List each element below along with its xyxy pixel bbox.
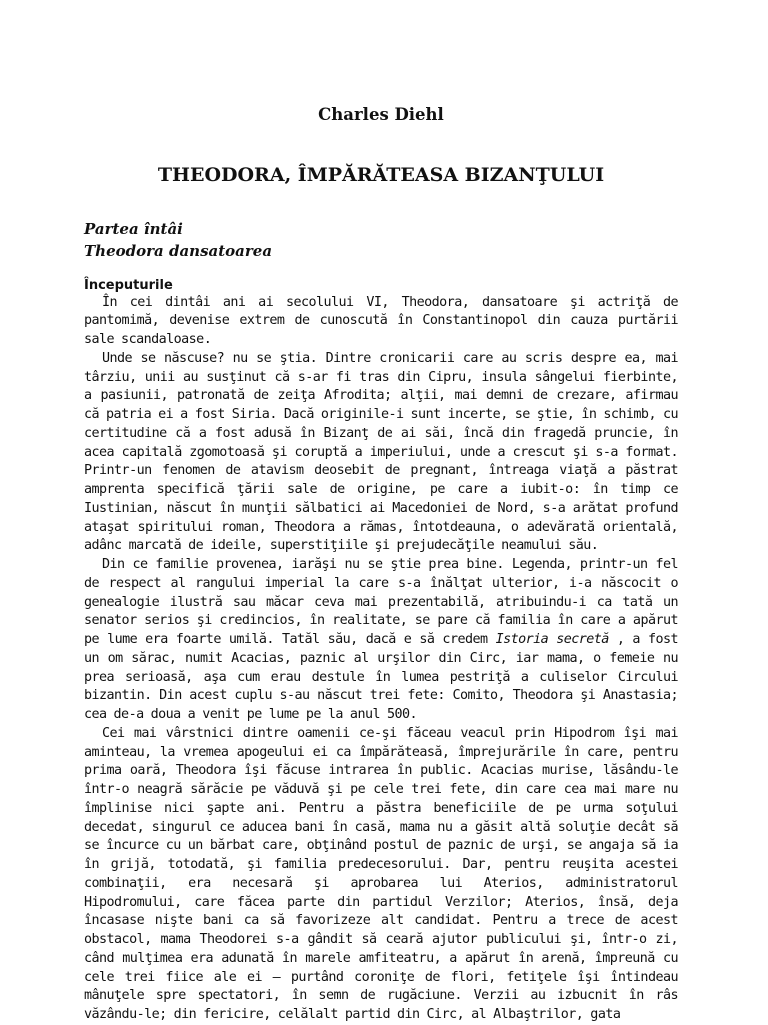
part-label: Partea întâi	[84, 220, 183, 238]
cited-work-title: Istoria secretă	[495, 632, 609, 647]
paragraph-text: Din ce familie provenea, iarăşi nu se ştie prea bine. Legenda, printr-un fel de respect al rangului imperial la care s-a înălţat ulterior, i-a născocit o genealogie ilustră sau măcar ceva mai prezentabilă, atribuindu-i ca tată un senator serios şi credincios, în realitate, se pare că familia în care a apărut pe lume era foarte umilă. Tatăl său, dacă e să credem	[84, 557, 678, 647]
paragraph-text: , a fost un om sărac, numit Acacias, paznic al urşilor din Circ, iar mama, o femeie nu prea serioasă, aşa cum erau destule în lumea pestriţă a culiselor Circului bizantin. Din acest cuplu s-au născut trei fete: Comito, Theodora şi Anastasia; cea de-a doua a venit pe lume pe la anul 500.	[84, 632, 679, 722]
paragraph: În cei dintâi ani ai secolului VI, Theodora, dansatoare şi actriţă de pantomimă, devenise extrem de cunoscută în Constantinopol din cauza purtării sale scandaloase.	[84, 294, 678, 347]
paragraph: Cei mai vârstnici dintre oamenii ce-şi făceau veacul prin Hipodrom îşi mai aminteau, la vremea apogeului ei ca împărăteasă, împrejurările în care, pentru prima oară, Theodora îşi făcuse intrarea în public. Acacias murise, lăsându-le într-o neagră sărăcie pe văduvă şi pe cele trei fete, din care cea mai mare nu împlinise nici şapte ani. Pentru a păstra beneficiile de pe urma soţului decedat, singurul ce aducea bani în casă, mama nu a găsit altă soluţie decât să se încurce cu un bărbat care, obţinând postul de paznic de urşi, se angaja să ia în grijă, totodată, şi familia predecesorului. Dar, pentru reuşita acestei combinaţii, era necesară şi aprobarea lui Aterios, administratorul Hipodromului, care făcea parte din partidul Verzilor; Aterios, însă, deja încasase nişte bani ca să favorizeze alt candidat. Pentru a trece de acest obstacol, mama Theodorei s-a gândit să ceară ajutor publicului şi, într-o zi, când mulţimea era adunată în marele amfiteatru, a apărut în arenă, împreună cu cele trei fiice ale ei — purtând coroniţe de flori, fetiţele îşi întindeau mânuţele spre spectatori, în semn de rugăciune. Verzii au izbucnit în râs văzându-le; din fericire, celălalt partid din Circ, al Albaştrilor, gata	[84, 725, 678, 1022]
body-text	[84, 294, 678, 1025]
author-name: Charles Diehl	[318, 105, 444, 124]
book-title: THEODORA, ÎMPĂRĂTEASA BIZANŢULUI	[157, 164, 605, 186]
paragraph	[84, 556, 678, 725]
paragraph: Unde se născuse? nu se ştia. Dintre cronicarii care au scris despre ea, mai târziu, unii au susţinut că s-ar fi tras din Cipru, insula sângelui fierbinte, a pasiunii, patronată de zeiţa Afrodita; alţii, mai demni de crezare, afirmau că patria ei a fost Siria. Dacă originile-i sunt incerte, se ştie, în schimb, cu certitudine că a fost adusă în Bizanţ de ai săi, încă din fragedă pruncie, în acea capitală zgomotoasă şi coruptă a imperiului, unde a crescut şi s-a format. Printr-un fenomen de atavism deosebit de pregnant, întreaga viaţă a păstrat amprenta specifică ţării sale de origine, pe care a iubit-o: în timp ce Iustinian, născut în munţii sălbatici ai Macedoniei de Nord, s-a arătat profund ataşat spiritului roman, Theodora a rămas, întotdeauna, o adevărată orientală, adânc marcată de ideile, superstiţiile şi prejudecăţile neamului său.	[84, 350, 678, 554]
part-heading	[84, 218, 272, 262]
part-name: Theodora dansatoarea	[84, 242, 273, 260]
chapter-heading: Începuturile	[84, 278, 173, 293]
